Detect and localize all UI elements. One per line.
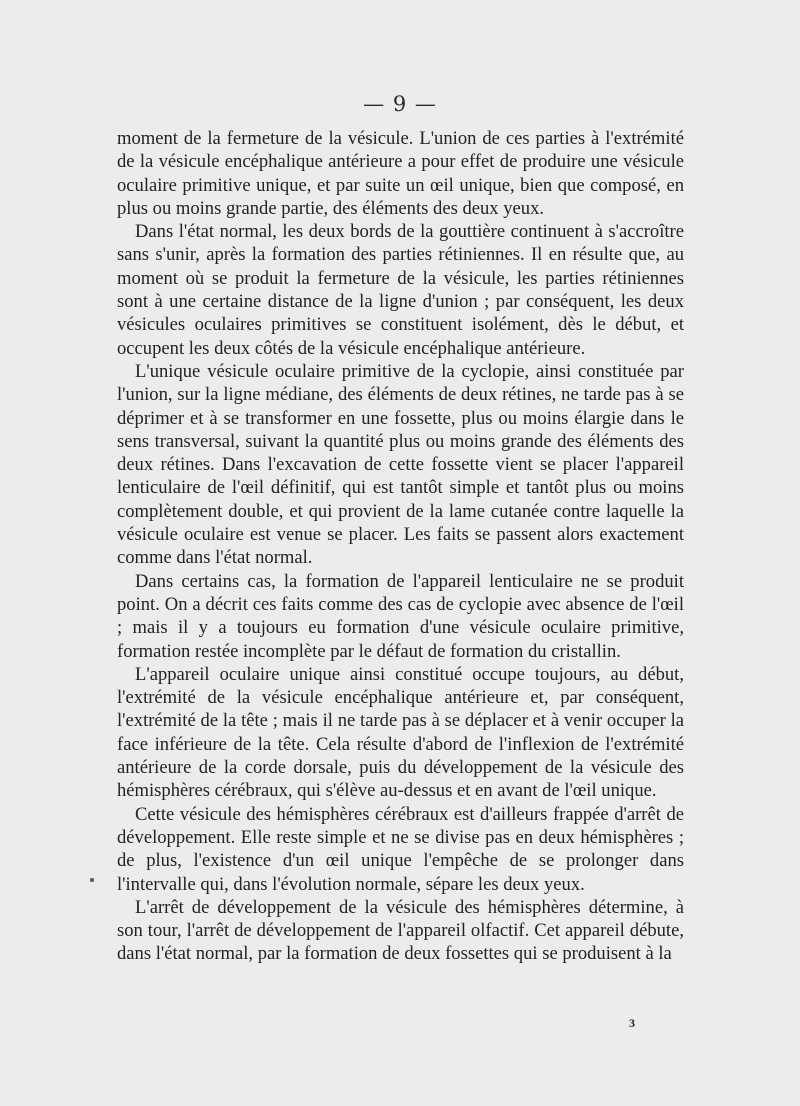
paragraph-5: L'appareil oculaire unique ainsi constitué occupe toujours, au début, l'extrémité de la vésicule encéphalique antérieure et, par conséquent, l'extrémité de la tête ; mais il ne tarde pas à se déplacer et à venir occuper la face inférieure de la tête. Cela résulte d'abord de l'inflexion de l'extrémité antérieure de la corde dorsale, puis du développement de la vésicule des hémisphères cérébraux, qui s'élève au-dessus et en avant de l'œil unique. [117,663,684,802]
signature-mark: 3 [629,1016,635,1030]
paragraph-3: L'unique vésicule oculaire primitive de la cyclopie, ainsi constituée par l'union, sur la ligne médiane, des éléments de deux rétines, ne tarde pas à se déprimer et à se transformer en une fossette, plus ou moins élargie dans le sens transversal, suivant la quantité plus ou moins grande des éléments des deux rétines. Dans l'excavation de cette fossette vient se placer l'appareil lenticulaire de l'œil définitif, qui est tantôt simple et tantôt plus ou moins complètement double, et qui provient de la lame cutanée contre laquelle la vésicule oculaire est venue se placer. Les faits se passent alors exactement comme dans l'état normal. [117,360,684,569]
paragraph-2: Dans l'état normal, les deux bords de la gouttière continuent à s'accroître sans s'unir, après la formation des parties rétiniennes. Il en résulte que, au moment où se produit la fermeture de la vésicule, les parties rétiniennes sont à une certaine distance de la ligne d'union ; par conséquent, les deux vésicules oculaires primitives se constituent isolément, dès le début, et occupent les deux côtés de la vésicule encéphalique antérieure. [117,221,684,359]
paragraph-6: Cette vésicule des hémisphères cérébraux est d'ailleurs frappée d'arrêt de développement. Elle reste simple et ne se divise pas en deux hémisphères ; de plus, l'existence d'un œil unique l'empêche de se prolonger dans l'intervalle qui, dans l'évolution normale, sépare les deux yeux. [117,803,684,895]
paragraph-4: Dans certains cas, la formation de l'appareil lenticulaire ne se produit point. On a décrit ces faits comme des cas de cyclopie avec absence de l'œil ; mais il y a toujours eu formation d'une vésicule oculaire primitive, formation restée incomplète par le défaut de formation du cristallin. [117,570,684,662]
paragraph-1: moment de la fermeture de la vésicule. L'union de ces parties à l'extrémité de la vésicule encéphalique antérieure a pour effet de produire une vésicule oculaire primitive unique, et par suite un œil unique, bien que composé, en plus ou moins grande partie, des éléments des deux yeux. [117,128,684,219]
page-number: — 9 — [363,92,437,116]
paragraph-7: L'arrêt de développement de la vésicule des hémisphères détermine, à son tour, l'arrêt de développement de l'appareil olfactif. Cet appareil débute, dans l'état normal, par la formation de deux fossettes qui se produisent à la [117,896,684,965]
body-text [117,127,684,966]
margin-dot [90,878,94,882]
